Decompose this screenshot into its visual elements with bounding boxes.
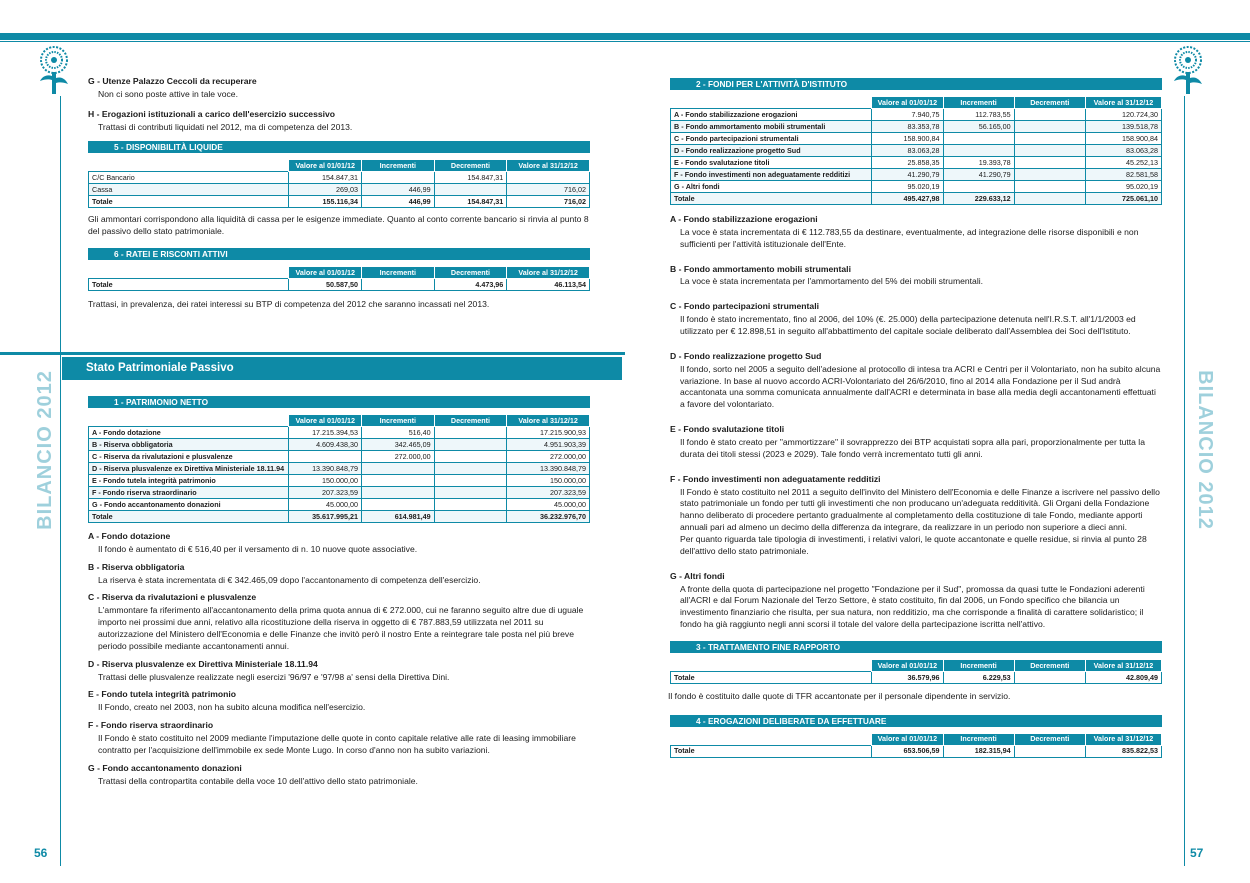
note-d-progetto-sud: D - Fondo realizzazione progetto Sud Il fondo, sorto nel 2005 a seguito dell'adesione al protocollo di intesa tra ACRI e Centri per il Volontariato, non ha subito alcuna variazione. In base al nuovo accordo ACRI-Volontariato del 26/6/2010, fino al 2014 alla Fondazione per il Sud andrà accantonata una somma comunicata annualmente dall'ACRI e determinata in base alla media degli accantonamenti effettuati a favore del volontariato. xyxy=(670,350,1161,410)
note-g-donazioni: G - Fondo accantonamento donazioni Trattasi della contropartita contabile della voce 10 dell'attivo dello stato patrimoniale. xyxy=(88,762,418,786)
left-margin-rule xyxy=(60,96,61,866)
note-c-partecipazioni: C - Fondo partecipazioni strumentali Il fondo è stato incrementato, fino al 2006, del 10% (€. 25.000) della partecipazione detenuta nell'I.R.S.T. all'1/1/2003 ed utilizzato per € 12.898,51 in seguito all'abbattimento del capitale sociale deliberato dall'Assemblea dei Soci dell'Istituto. xyxy=(670,301,1136,337)
table-row: C - Fondo partecipazioni strumentali 158.900,84 158.900,84 xyxy=(671,133,1162,145)
table-row: D - Fondo realizzazione progetto Sud 83.063,28 83.063,28 xyxy=(671,145,1162,157)
table-row: E - Fondo tutela integrità patrimonio 150.000,00 150.000,00 xyxy=(89,475,590,487)
table-erogazioni-deliberate: Valore al 01/01/12 Incrementi Decrementi Valore al 31/12/12 Totale 653.506,59 182.315,94 835.822,53 xyxy=(670,733,1162,758)
top-rule-thin xyxy=(0,41,1250,42)
note-e-svalutazione: E - Fondo svalutazione titoli Il fondo è stato creato per "ammortizzare" il sovrapprezzo dei BTP acquistati sopra alla pari, proporzionalmente per tutta la durata dei titoli stessi (2023 e 2029). Tale fondo verrà incrementato tutti gli anni. xyxy=(670,424,1145,459)
table4-title: 4 - EROGAZIONI DELIBERATE DA EFFETTUARE xyxy=(670,715,1162,727)
note-e-tutela: E - Fondo tutela integrità patrimonio Il Fondo, creato nel 2003, non ha subito alcuna modifica nell'esercizio. xyxy=(88,689,366,713)
table-disponibilita-liquide: Valore al 01/01/12 Incrementi Decrementi Valore al 31/12/12 C/C Bancario 154.847,31 154.847,31 Cassa 269,03 446,99 716,02 Totale 155.116,34 446,99 154.847,31 716,02 xyxy=(88,159,590,208)
foundation-logo-left xyxy=(32,42,76,96)
table-tfr: Valore al 01/01/12 Incrementi Decrementi Valore al 31/12/12 Totale 36.579,96 6.229,53 42.809,49 xyxy=(670,659,1162,684)
left-page-number: 56 xyxy=(34,846,48,860)
table-row: B - Riserva obbligatoria 4.609.438,30 342.465,09 4.951.903,39 xyxy=(89,439,590,451)
note-f-investimenti: F - Fondo investimenti non adeguatamente redditizi Il Fondo è stato costituito nel 2011 a seguito dell'invito del Ministero dell'Economia e delle Finanze a iscrivere nel passivo dello stato patrimoniale un fondo per tutti gli investimenti che non producano un'adeguata redditività. Gli Organi della Fondazione hanno deliberato di procedere pertanto gradualmente al completamento della costituzione di tale Fondo, mediante apporti annuali pari ad almeno un decimo della differenza da integrare, da realizzare in un periodo non superiore a dieci anni. Per quanto riguarda tale tipologia di investimenti, i relativi valori, le quote accantonate e quelle residue, si rinvia al punto 28 dell'attivo dello stato patrimoniale. xyxy=(670,473,1160,556)
note-a-stabilizzazione: A - Fondo stabilizzazione erogazioni La voce è stata incrementata di € 112.783,55 da destinare, eventualmente, ad integrazione delle risorse disponibili e non sufficienti per l'attività istituzionale dell'Ente. xyxy=(670,214,1139,249)
right-side-label: BILANCIO 2012 xyxy=(1193,370,1216,530)
right-page-number: 57 xyxy=(1190,846,1204,860)
note-b-riserva: B - Riserva obbligatoria La riserva è stata incrementata di € 342.465,09 dopo l'accantonamento di competenza dell'esercizio. xyxy=(88,561,481,585)
left-side-label: BILANCIO 2012 xyxy=(34,370,57,530)
table-row: A - Fondo stabilizzazione erogazioni 7.940,75 112.783,55 120.724,30 xyxy=(671,109,1162,121)
note-table6: Trattasi, in prevalenza, dei ratei interessi su BTP di competenza del 2012 che saranno incassati nel 2013. xyxy=(88,299,490,310)
right-notes xyxy=(670,214,1162,631)
table-row: D - Riserva plusvalenze ex Direttiva Ministeriale 18.11.94 13.390.848,79 13.390.848,79 xyxy=(89,463,590,475)
section-title: Stato Patrimoniale Passivo xyxy=(62,357,622,380)
table-row-total: Totale 50.587,50 4.473,96 46.113,54 xyxy=(89,279,590,291)
table-row-total: Totale 36.579,96 6.229,53 42.809,49 xyxy=(671,672,1162,684)
note-f-straordinario: F - Fondo riserva straordinario Il Fondo è stato costituito nel 2009 mediante l'imputazione delle quote in conto capitale relative alle rate di leasing immobiliare contratto per l'acquisizione dell'immobile ex sede Monte Lugo. In corso d'anno non ha subito variazioni. xyxy=(88,720,576,755)
left-column-top xyxy=(88,76,590,311)
left-notes xyxy=(88,531,590,787)
table-row: F - Fondo investimenti non adeguatamente redditizi 41.290,79 41.290,79 82.581,58 xyxy=(671,169,1162,181)
note-a-dotazione: A - Fondo dotazione Il fondo è aumentato di € 516,40 per il versamento di n. 10 nuove quote associative. xyxy=(88,531,418,554)
note-table3: Il fondo è costituito dalle quote di TFR accantonate per il personale dipendente in servizio. xyxy=(668,691,1011,702)
table-row-total: Totale 653.506,59 182.315,94 835.822,53 xyxy=(671,745,1162,757)
table-row: C - Riserva da rivalutazioni e plusvalenze 272.000,00 272.000,00 xyxy=(89,451,590,463)
note-c-rivalutazioni: C - Riserva da rivalutazioni e plusvalenze L'ammontare fa riferimento all'accantonamento della prima quota annua di € 272.000, cui ne faranno seguito altre due di uguale importo nei prossimi due anni, relativo alla ricostituzione della riserva in oggetto di € 787.883,59 utilizzata nel 2011 su autorizzazione del Ministero dell'Economia e delle Finanze che invitò però il nostro Ente a reintegrare tale posta nel più breve periodo possibile mediante accantonamenti annui. xyxy=(88,592,584,651)
note-b-ammortamento: B - Fondo ammortamento mobili strumentali La voce è stata incrementata per l'ammortamento del 5% dei mobili strumentali. xyxy=(670,263,984,287)
table-ratei-risconti: Valore al 01/01/12 Incrementi Decrementi Valore al 31/12/12 Totale 50.587,50 4.473,96 46.113,54 xyxy=(88,266,590,291)
foundation-logo-right xyxy=(1166,42,1210,96)
note-d-plusvalenze: D - Riserva plusvalenze ex Direttiva Ministeriale 18.11.94 Trattasi delle plusvalenze realizzate negli esercizi '96/97 e '97/98 a' sensi della Direttiva Dini. xyxy=(88,658,450,682)
table-row: A - Fondo dotazione 17.215.394,53 516,40 17.215.900,93 xyxy=(89,427,590,439)
note-g-utenze: G - Utenze Palazzo Ceccoli da recuperare Non ci sono poste attive in tale voce. xyxy=(88,76,257,99)
table-row: F - Fondo riserva straordinario 207.323,59 207.323,59 xyxy=(89,487,590,499)
table-row: G - Altri fondi 95.020,19 95.020,19 xyxy=(671,181,1162,193)
table-row: C/C Bancario 154.847,31 154.847,31 xyxy=(89,172,590,184)
right-margin-rule xyxy=(1184,96,1185,866)
note-g-altri-fondi: G - Altri fondi A fronte della quota di partecipazione nel progetto "Fondazione per il Sud", promossa da quasi tutte le Fondazioni aderenti all'ACRI e dal Forum Nazionale del Terzo Settore, è stato costituito, fin dal 2006, un Fondo specifico che bilancia un investimento finanziario che risulta, per sua natura, non redditizio, ma che corrisponde a finalità di carattere solidaristico; il fondo ha già raggiunto negli anni scorsi il totale del valore della partecipazione iscritta nell'attivo. xyxy=(670,570,1145,630)
table-row: Cassa 269,03 446,99 716,02 xyxy=(89,184,590,196)
table6-title: 6 - RATEI E RISCONTI ATTIVI xyxy=(88,248,590,260)
table5-title: 5 - DISPONIBILITÀ LIQUIDE xyxy=(88,141,590,153)
section-rule xyxy=(0,352,625,355)
table-fondi-attivita: Valore al 01/01/12 Incrementi Decrementi Valore al 31/12/12 A - Fondo stabilizzazione erogazioni 7.940,75 112.783,55 120.724,30 B - Fondo ammortamento mobili strumentali 83.353,78 56.165,00 139.518,78 C - Fondo partecipazioni strumentali 158.900,84 158.900,84 D - Fondo realizzazione progetto Sud 83.063,28 83.063,28 E - Fondo svalutazione titoli 25.858,35 19.393,78 45.252,13 F - Fondo investimenti non adeguatamente redditizi 41.290,79 41.290,79 82.581,58 G - Altri fondi 95.020,19 95.020,19 Totale 495.427,98 229.633,12 725.061,10 xyxy=(670,96,1162,205)
table-row: G - Fondo accantonamento donazioni 45.000,00 45.000,00 xyxy=(89,499,590,511)
table-row-total: Totale 155.116,34 446,99 154.847,31 716,02 xyxy=(89,196,590,208)
left-column-bottom xyxy=(88,396,590,787)
table2-title: 2 - FONDI PER L'ATTIVITÀ D'ISTITUTO xyxy=(670,78,1162,90)
table-row: B - Fondo ammortamento mobili strumentali 83.353,78 56.165,00 139.518,78 xyxy=(671,121,1162,133)
right-column xyxy=(670,78,1162,758)
top-rule xyxy=(0,33,1250,40)
table-row-total: Totale 495.427,98 229.633,12 725.061,10 xyxy=(671,193,1162,205)
table-patrimonio-netto: Valore al 01/01/12 Incrementi Decrementi Valore al 31/12/12 A - Fondo dotazione 17.215.394,53 516,40 17.215.900,93 B - Riserva obbligatoria 4.609.438,30 342.465,09 4.951.903,39 C - Riserva da rivalutazioni e plusvalenze 272.000,00 272.000,00 D - Riserva plusvalenze ex Direttiva Ministeriale 18.11.94 13.390.848,79 13.390.848,79 E - Fondo tutela integrità patrimonio 150.000,00 150.000,00 F - Fondo riserva straordinario 207.323,59 207.323,59 G - Fondo accantonamento donazioni 45.000,00 45.000,00 Totale 35.617.995,21 614.981,49 36.232.976,70 xyxy=(88,414,590,523)
table1-title: 1 - PATRIMONIO NETTO xyxy=(88,396,590,408)
table-row-total: Totale 35.617.995,21 614.981,49 36.232.976,70 xyxy=(89,511,590,523)
table3-title: 3 - TRATTAMENTO FINE RAPPORTO xyxy=(670,641,1162,653)
table-row: E - Fondo svalutazione titoli 25.858,35 19.393,78 45.252,13 xyxy=(671,157,1162,169)
note-h-erogazioni: H - Erogazioni istituzionali a carico dell'esercizio successivo Trattasi di contributi liquidati nel 2012, ma di competenza del 2013. xyxy=(88,108,353,132)
note-table5: Gli ammontari corrispondono alla liquidità di cassa per le esigenze immediate. Quanto al conto corrente bancario si rinvia al punto 8 del passivo dello stato patrimoniale. xyxy=(88,214,589,237)
